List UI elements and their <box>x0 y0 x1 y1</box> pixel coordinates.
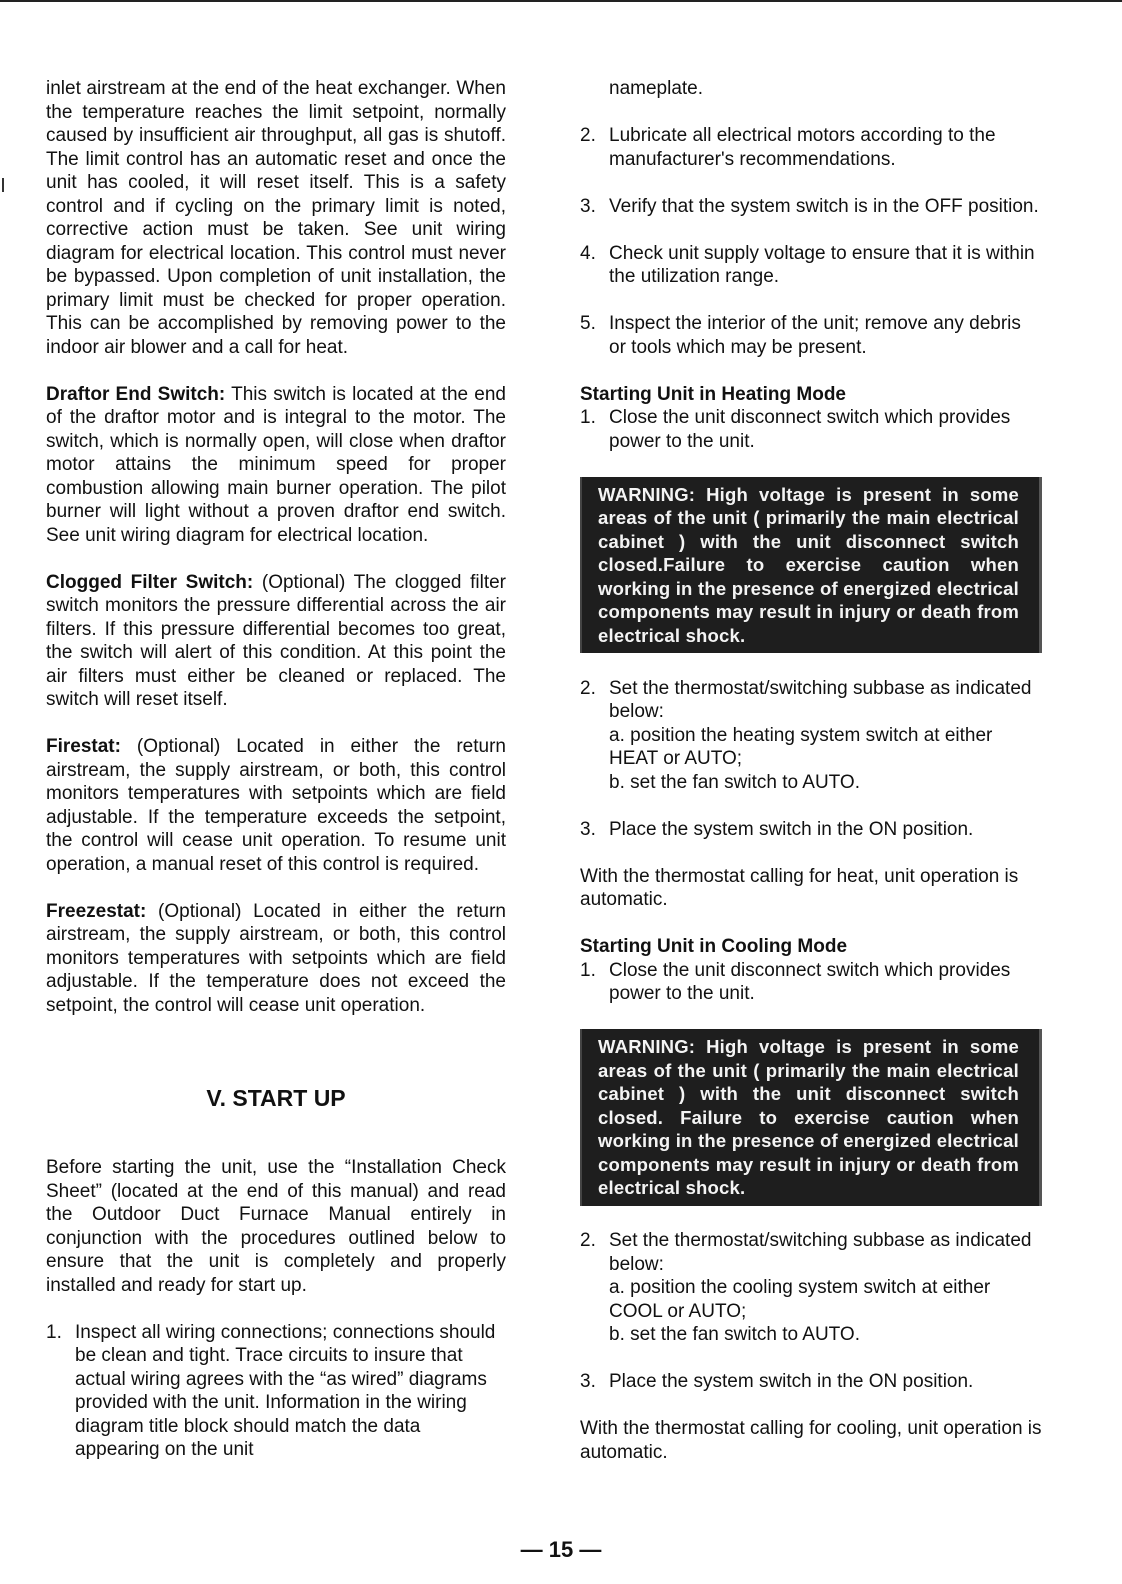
firestat-term: Firestat: <box>46 736 121 757</box>
cooling-step-1 <box>580 959 1042 1006</box>
step-sub-a: a. position the cooling system switch at either COOL or AUTO; <box>609 1277 991 1322</box>
margin-mark <box>2 178 4 192</box>
step-sub-b: b. set the fan switch to AUTO. <box>609 1324 860 1345</box>
item-text: Verify that the system switch is in the OFF position. <box>609 195 1039 217</box>
step-sub-b: b. set the fan switch to AUTO. <box>609 771 860 793</box>
item-number: 4. <box>580 242 596 264</box>
draftor-text: This switch is located at the end of the draftor motor and is integral to the motor. The switch, which is normally open, will close when draftor motor attains the minimum speed for proper combustion allowing main burner operation. The pilot burner will light without a proven draftor end switch. See unit wiring diagram for electrical location. <box>46 383 506 546</box>
startup-item-5 <box>580 312 1042 359</box>
item-text: Check unit supply voltage to ensure that it is within the utilization range. <box>609 242 1035 287</box>
item-number: 2. <box>580 125 596 146</box>
step-text: Close the unit disconnect switch which provides power to the unit. <box>609 407 1011 452</box>
clogged-filter-paragraph <box>46 571 506 712</box>
step-text: Place the system switch in the ON position. <box>609 1371 974 1392</box>
step-number: 2. <box>580 677 596 699</box>
step-sub-a: a. position the heating system switch at either HEAT or AUTO; <box>609 724 993 769</box>
firestat-text: (Optional) Located in either the return airstream, the supply airstream, or both, this control monitors temperatures with setpoints which are field adjustable. If the temperature exceeds the setpoint, the control will cease unit operation. To resume unit operation, a manual reset of this control is required. <box>46 736 506 875</box>
item-text: Inspect all wiring connections; connections should be clean and tight. Trace circuits to insure that actual wiring agrees with the “as wired” diagrams provided with the unit. Information in the wiring diagram title block should match the data appearing on the unit <box>75 1321 496 1460</box>
left-column <box>46 77 506 1462</box>
step-number: 1. <box>580 407 596 428</box>
item-text: Inspect the interior of the unit; remove any debris or tools which may be present. <box>609 313 1021 358</box>
freezestat-text: (Optional) Located in either the return airstream, the supply airstream, or both, this control monitors temperatures with setpoints which are field adjustable. If the temperature does not exceed the setpoint, the control will cease unit operation. <box>46 900 506 1016</box>
freezestat-paragraph <box>46 900 506 1018</box>
step-text: Set the thermostat/switching subbase as indicated below: <box>609 677 1032 722</box>
step-number: 1. <box>580 959 596 981</box>
heating-step-2 <box>580 677 1042 795</box>
cooling-mode-heading: Starting Unit in Cooling Mode <box>580 936 848 957</box>
page-number: — 15 — <box>520 1537 602 1562</box>
startup-item-2 <box>580 124 1042 171</box>
freezestat-term: Freezestat: <box>46 900 147 922</box>
heating-warning-box: WARNING: High voltage is present in some areas of the unit ( primarily the main electrical cabinet ) with the unit disconnect switch closed.Failure to exercise caution when working in the presence of energized electrical components may result in injury or death from electrical shock. <box>580 477 1042 654</box>
item-number: 5. <box>580 313 596 334</box>
section-title: V. START UP <box>206 1085 346 1111</box>
primary-limit-paragraph: inlet airstream at the end of the heat exchanger. When the temperature reaches the limit setpoint, normally caused by insufficient air throughput, all gas is shutoff. The limit control has an automatic reset and once the unit has cooled, it will reset itself. This is a safety control and if cycling on the primary limit is noted, corrective action must be taken. See unit wiring diagram for electrical location. This control must never be bypassed. Upon completion of unit installation, the primary limit must be checked for proper operation. This can be accomplished by removing power to the indoor air blower and a call for heat. <box>46 78 506 358</box>
heating-closing: With the thermostat calling for heat, unit operation is automatic. <box>580 865 1019 910</box>
startup-item-3 <box>580 195 1042 219</box>
cooling-warning-box: WARNING: High voltage is present in some areas of the unit ( primarily the main electrical cabinet ) with the unit disconnect switch closed. Failure to exercise caution when working in the presence of energized electrical components may result in injury or death from electrical shock. <box>580 1029 1042 1206</box>
heating-mode-heading: Starting Unit in Heating Mode <box>580 383 846 405</box>
firestat-paragraph <box>46 735 506 876</box>
cooling-closing: With the thermostat calling for cooling, unit operation is automatic. <box>580 1418 1042 1463</box>
heating-step-1 <box>580 406 1042 453</box>
right-column <box>580 77 1042 1464</box>
item-number: 1. <box>46 1321 62 1343</box>
clogged-term: Clogged Filter Switch: <box>46 571 254 593</box>
draftor-term: Draftor End Switch: <box>46 383 226 405</box>
item-text: nameplate. <box>609 78 704 99</box>
draftor-end-switch-paragraph <box>46 383 506 548</box>
step-text: Place the system switch in the ON position. <box>609 818 974 840</box>
step-number: 3. <box>580 818 596 840</box>
step-number: 2. <box>580 1230 596 1251</box>
step-text: Set the thermostat/switching subbase as indicated below: <box>609 1230 1032 1275</box>
heating-step-3 <box>580 818 1042 842</box>
step-text: Close the unit disconnect switch which provides power to the unit. <box>609 959 1011 1004</box>
startup-intro-paragraph: Before starting the unit, use the “Installation Check Sheet” (located at the end of this manual) and read the Outdoor Duct Furnace Manual entirely in conjunction with the procedures outlined below to ensure that the unit is completely and properly installed and ready for start up. <box>46 1157 506 1296</box>
startup-item-1-continued <box>580 77 1042 101</box>
cooling-step-2 <box>580 1229 1042 1347</box>
startup-item-4 <box>580 242 1042 289</box>
step-number: 3. <box>580 1371 596 1392</box>
top-rule <box>0 0 1122 2</box>
item-text: Lubricate all electrical motors according to the manufacturer's recommendations. <box>609 125 996 170</box>
startup-item-1 <box>46 1321 506 1462</box>
item-number: 3. <box>580 195 596 217</box>
clogged-text: (Optional) The clogged filter switch monitors the pressure differential across the air filters. If this pressure differential becomes too great, the switch will alert of this condition. At this point the air filters must either be cleaned or replaced. The switch will reset itself. <box>46 571 506 710</box>
cooling-step-3 <box>580 1370 1042 1394</box>
